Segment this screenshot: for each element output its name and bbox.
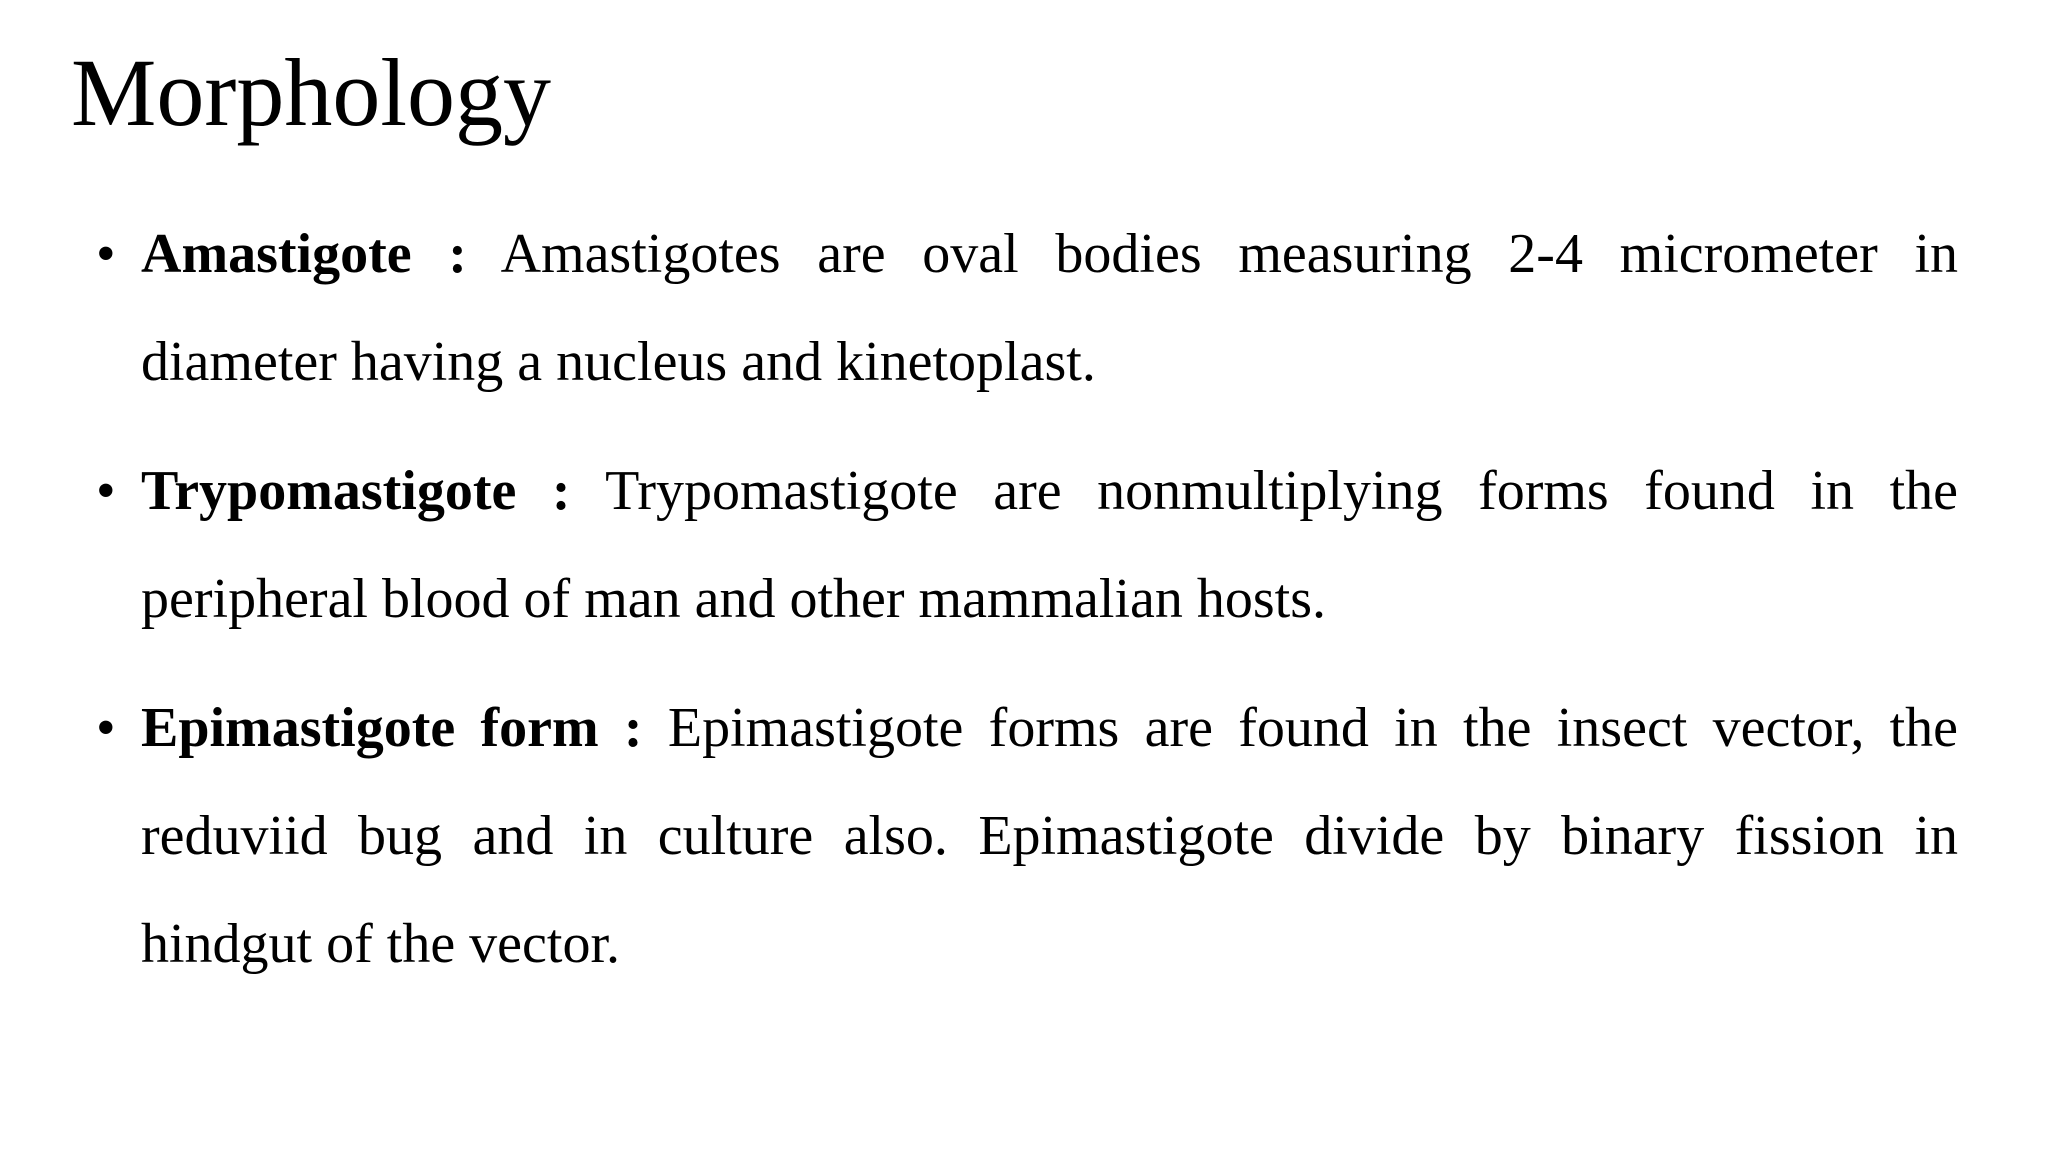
bullet-term: Epimastigote form : [141, 697, 643, 759]
bullet-dot-icon: • [96, 460, 116, 522]
bullet-text: Amastigotes are oval bodies measuring 2-4 micrometer in diameter having a nucleus and kinetoplast. [141, 223, 1959, 393]
bullet-term: Trypomastigote : [141, 460, 571, 522]
bullet-item-epimastigote [96, 674, 1958, 998]
bullet-list [96, 200, 1958, 1019]
bullet-item-trypomastigote [96, 437, 1958, 653]
bullet-dot-icon: • [96, 223, 116, 285]
bullet-term: Amastigote : [141, 223, 467, 285]
bullet-text: Trypomastigote are nonmultiplying forms found in the peripheral blood of man and other mammalian hosts. [141, 460, 1958, 630]
bullet-dot-icon: • [96, 697, 116, 759]
bullet-text: Epimastigote forms are found in the insect vector, the reduviid bug and in culture also. Epimastigote divide by binary fission in hindgut of the vector. [141, 697, 1959, 975]
slide-title: Morphology [71, 39, 551, 146]
bullet-item-amastigote [96, 200, 1958, 416]
